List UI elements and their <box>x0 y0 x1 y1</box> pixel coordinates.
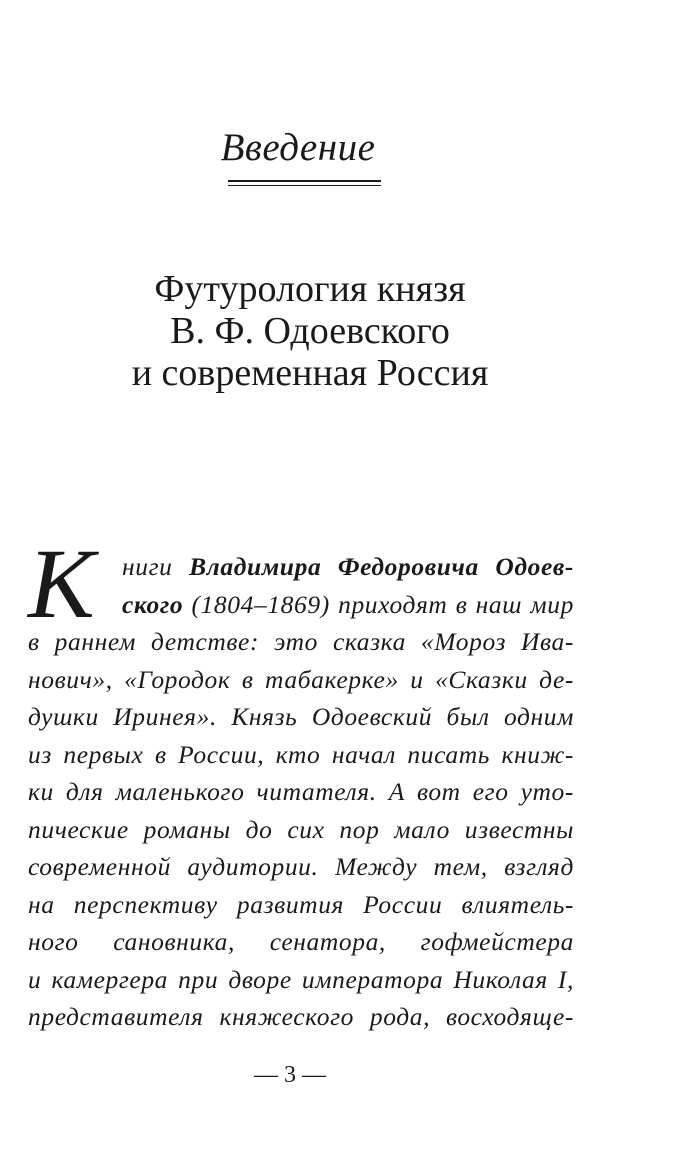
paragraph-line <box>28 548 574 586</box>
chapter-title: Введение <box>220 126 376 169</box>
paragraph-line: и камергера при дворе императора Николая I, <box>28 964 574 994</box>
rule-thick-line <box>228 180 381 182</box>
paragraph-line: нович», «Городок в табакерке» и «Сказки де- <box>28 664 574 694</box>
paragraph-line: представителя княжеского рода, восходяще- <box>28 1002 574 1031</box>
author-name-bold: Владимира Федоровича Одоев- <box>189 552 574 581</box>
paragraph-line: из первых в России, кто начал писать книж- <box>28 739 574 769</box>
subtitle-line-1: Футурология князя <box>154 268 466 310</box>
drop-cap: К <box>28 528 95 639</box>
line-text: (1804–1869) приходят в наш мир <box>183 589 574 619</box>
chapter-subtitle <box>0 268 620 394</box>
paragraph-line: ного сановника, сенатора, гофмейстера <box>28 927 574 956</box>
paragraph-line: ки для маленького читателя. А вот его уто- <box>28 777 574 806</box>
subtitle-line-2: В. Ф. Одоевского <box>170 310 450 352</box>
paragraph-line: на перспективу развития России влиятель- <box>28 889 574 919</box>
paragraph-line: в раннем детстве: это сказка «Мороз Ива- <box>28 627 574 656</box>
paragraph-line <box>28 586 574 624</box>
author-name-bold-end: ского <box>122 589 184 619</box>
paragraph-line: пические романы до сих пор мало известны <box>28 814 574 844</box>
title-double-rule <box>228 180 381 186</box>
body-paragraph <box>28 548 574 1036</box>
rule-thin-line <box>228 185 381 186</box>
line-text: ниги <box>122 552 190 581</box>
page-number: — 3 — <box>254 1062 326 1088</box>
paragraph-line: современной аудитории. Между тем, взгляд <box>28 852 574 881</box>
subtitle-line-3: и современная Россия <box>131 352 489 394</box>
paragraph-line: душки Иринея». Князь Одоевский был одним <box>28 702 574 731</box>
